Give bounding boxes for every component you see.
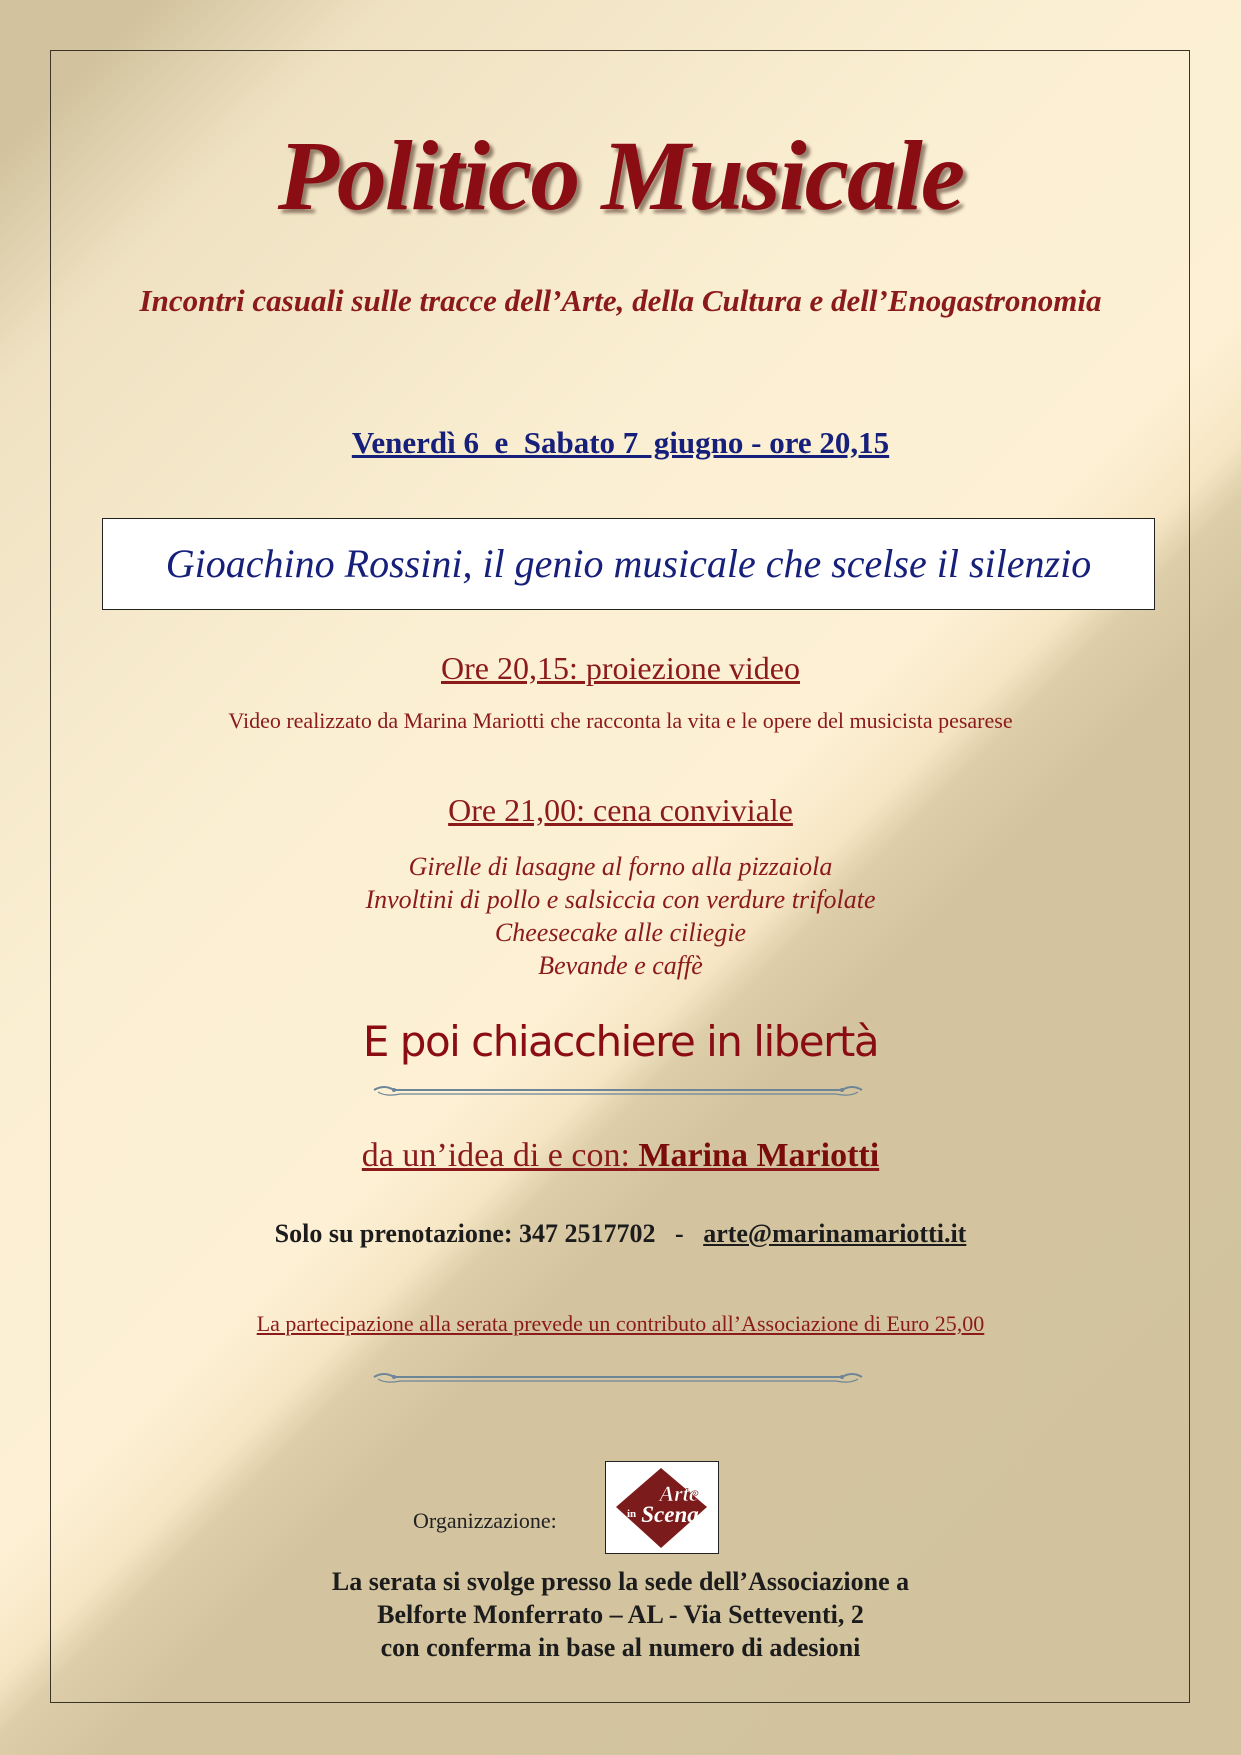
- menu-item: Cheesecake alle ciliegie: [494, 918, 747, 947]
- event-subtitle: Incontri casuali sulle tracce dell’Arte, della Cultura e dell’Enogastronomia: [139, 283, 1102, 318]
- talk-title: Gioachino Rossini, il genio musicale che scelse il silenzio: [165, 541, 1092, 586]
- talk-title-box: [102, 518, 1155, 610]
- ornamental-divider: [370, 1368, 866, 1388]
- venue-line: La serata si svolge presso la sede dell’Associazione a: [331, 1567, 910, 1596]
- organization-label: Organizzazione:: [413, 1508, 557, 1533]
- email-link[interactable]: arte@marinamariotti.it: [703, 1219, 967, 1248]
- chat-line: E poi chiacchiere in libertà: [362, 1017, 879, 1066]
- booking-phone: Solo su prenotazione: 347 2517702: [274, 1219, 656, 1248]
- contact-separator: -: [675, 1219, 684, 1248]
- credit-name: Marina Mariotti: [638, 1137, 880, 1174]
- dinner-menu: [0, 850, 1241, 982]
- venue-line: con conferma in base al numero di adesioni: [380, 1633, 861, 1662]
- credit-line: [0, 1137, 1241, 1175]
- menu-item: Involtini di pollo e salsiccia con verdure trifolate: [365, 885, 876, 914]
- dinner-heading: Ore 21,00: cena conviviale: [448, 792, 793, 828]
- venue-line: Belforte Monferrato – AL - Via Setteventi, 2: [377, 1600, 864, 1629]
- event-title: Politico Musicale: [277, 120, 964, 231]
- video-heading: Ore 20,15: proiezione video: [441, 650, 800, 686]
- event-date: Venerdì 6 e Sabato 7 giugno - ore 20,15: [351, 425, 890, 460]
- menu-item: Bevande e caffè: [538, 951, 703, 980]
- video-description: Video realizzato da Marina Mariotti che racconta la vita e le opere del musicista pesarese: [228, 708, 1013, 733]
- svg-text:Scena: Scena: [641, 1502, 699, 1527]
- booking-contact: [0, 1219, 1241, 1249]
- menu-item: Girelle di lasagne al forno alla pizzaiola: [408, 852, 833, 881]
- credit-prefix: da un’idea di e con:: [361, 1137, 630, 1174]
- arte-in-scena-logo: [605, 1461, 719, 1554]
- svg-text:in: in: [627, 1508, 637, 1520]
- venue-info: [0, 1565, 1241, 1664]
- fee-note: La partecipazione alla serata prevede un contributo all’Associazione di Euro 25,00: [256, 1311, 985, 1336]
- ornamental-divider: [370, 1081, 866, 1101]
- svg-text:Arte: Arte: [659, 1481, 699, 1506]
